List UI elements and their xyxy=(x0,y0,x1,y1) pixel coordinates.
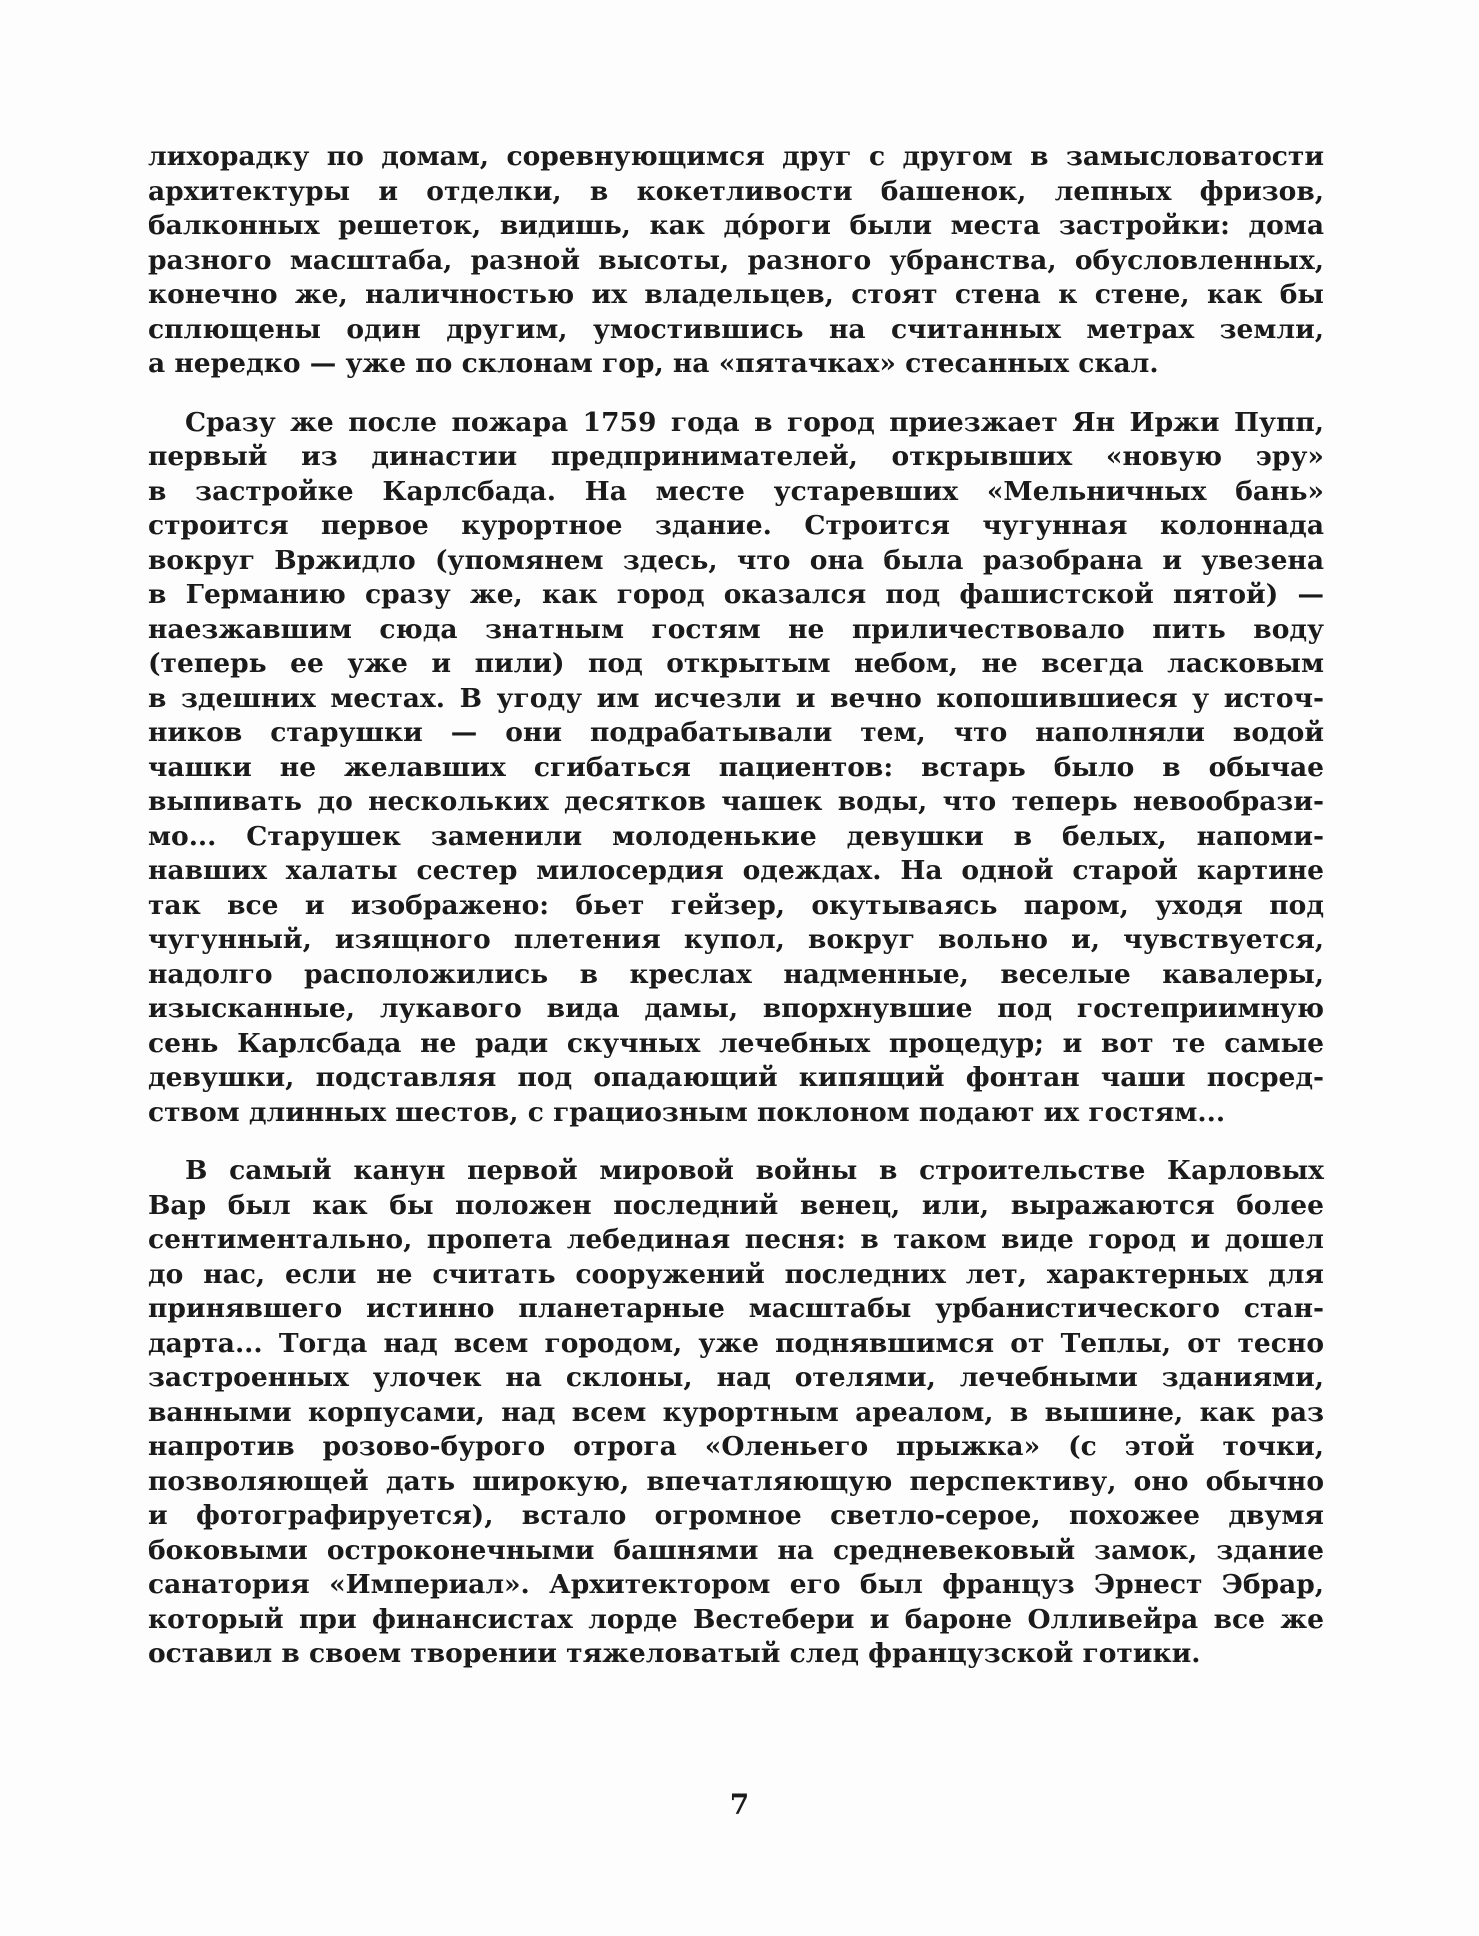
text-line: в Германию сразу же, как город оказался под фашистской пятой) — xyxy=(148,579,1324,610)
text-line: надолго расположились в креслах надменные, веселые кавалеры, xyxy=(148,958,1324,990)
text-line: сень Карлсбада не ради скучных лечебных процедур; и вот те самые xyxy=(148,1027,1324,1059)
text-line: архитектуры и отделки, в кокетливости башенок, лепных фризов, xyxy=(148,175,1324,207)
text-line: (теперь ее уже и пили) под открытым небом, не всегда ласковым xyxy=(148,648,1324,679)
paragraph-2 xyxy=(148,406,1324,1131)
text-line: ством длинных шестов, с грациозным поклоном подают их гостям... xyxy=(148,1096,1226,1128)
text-line: выпивать до нескольких десятков чашек воды, что теперь невообрази- xyxy=(148,786,1324,817)
text-line: так все и изображено: бьет гейзер, окутываясь паром, уходя под xyxy=(148,889,1324,921)
paragraph-1 xyxy=(148,140,1324,382)
text-line: боковыми остроконечными башнями на средневековый замок, здание xyxy=(148,1534,1324,1566)
text-line: наезжавшим сюда знатным гостям не приличествовало пить воду xyxy=(148,613,1324,645)
text-line: В самый канун первой мировой войны в строительстве Карловых xyxy=(185,1155,1324,1186)
text-line: застроенных улочек на склоны, над отелями, лечебными зданиями, xyxy=(148,1362,1324,1393)
text-line: мо... Старушек заменили молоденькие девушки в белых, напоми- xyxy=(148,820,1324,852)
text-line: Сразу же после пожара 1759 года в город приезжает Ян Иржи Пупп, xyxy=(185,406,1324,438)
text-line: и фотографируется), встало огромное светло-серое, похожее двумя xyxy=(148,1500,1324,1531)
text-line: девушки, подставляя под опадающий кипящий фонтан чаши посред- xyxy=(148,1062,1324,1093)
text-line: вокруг Вржидло (упомянем здесь, что она была разобрана и увезена xyxy=(148,544,1324,576)
text-line: оставил в своем творении тяжеловатый след французской готики. xyxy=(148,1638,1201,1669)
text-line: а нередко — уже по склонам гор, на «пятачках» стесанных скал. xyxy=(148,348,1159,379)
text-line: сплющены один другим, умостившись на считанных метрах земли, xyxy=(148,313,1324,345)
text-line: первый из династии предпринимателей, открывших «новую эру» xyxy=(148,441,1324,472)
text-line: дарта... Тогда над всем городом, уже поднявшимся от Теплы, от тесно xyxy=(148,1327,1324,1359)
text-line: позволяющей дать широкую, впечатляющую перспективу, оно обычно xyxy=(148,1465,1324,1497)
text-line: ванными корпусами, над всем курортным ареалом, в вышине, как раз xyxy=(148,1396,1324,1428)
text-line: в застройке Карлсбада. На месте устаревших «Мельничных бань» xyxy=(148,475,1324,507)
text-line: конечно же, наличностью их владельцев, стоят стена к стене, как бы xyxy=(148,279,1324,310)
text-line: чугунный, изящного плетения купол, вокруг вольно и, чувствуется, xyxy=(148,924,1324,955)
text-line: в здешних местах. В угоду им исчезли и вечно копошившиеся у источ- xyxy=(148,682,1324,714)
text-line: который при финансистах лорде Вестебери и бароне Олливейра все же xyxy=(148,1603,1324,1635)
text-line: напротив розово-бурого отрога «Оленьего прыжка» (с этой точки, xyxy=(148,1431,1324,1462)
text-line: изысканные, лукавого вида дамы, впорхнувшие под гостеприимную xyxy=(148,993,1324,1024)
text-line: чашки не желавших сгибаться пациентов: встарь было в обычае xyxy=(148,751,1324,783)
text-line: до нас, если не считать сооружений последних лет, характерных для xyxy=(148,1258,1324,1290)
text-line: ников старушки — они подрабатывали тем, что наполняли водой xyxy=(148,717,1324,748)
page-number: 7 xyxy=(729,1788,750,1821)
text-line: навших халаты сестер милосердия одеждах. На одной старой картине xyxy=(148,855,1324,886)
text-line: сентиментально, пропета лебединая песня: в таком виде город и дошел xyxy=(148,1224,1324,1255)
text-line: разного масштаба, разной высоты, разного убранства, обусловленных, xyxy=(148,244,1324,276)
text-line: принявшего истинно планетарные масштабы урбанистического стан- xyxy=(148,1293,1324,1324)
text-line: лихорадку по домам, соревнующимся друг с другом в замысловатости xyxy=(148,141,1324,172)
text-line: санатория «Империал». Архитектором его был француз Эрнест Эбрар, xyxy=(148,1569,1324,1600)
text-line: балконных решеток, видишь, как до́роги были места застройки: дома xyxy=(148,210,1324,241)
body-text xyxy=(148,140,1324,1696)
paragraph-3 xyxy=(148,1154,1324,1672)
text-line: Вар был как бы положен последний венец, или, выражаются более xyxy=(148,1189,1324,1221)
text-line: строится первое курортное здание. Строится чугунная колоннада xyxy=(148,510,1324,541)
